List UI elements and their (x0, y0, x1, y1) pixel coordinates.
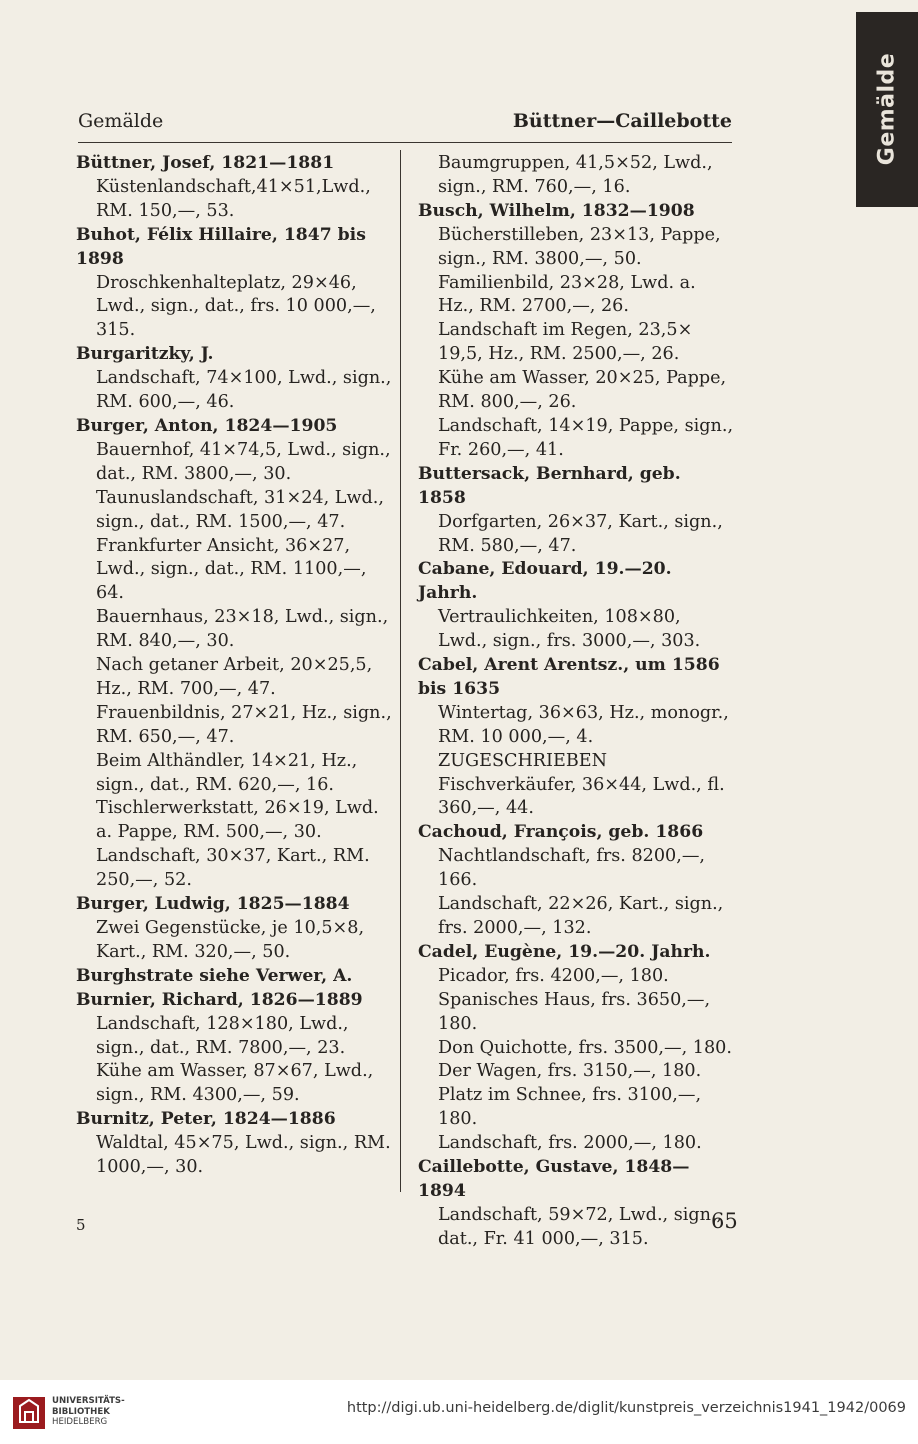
artwork-entry: Küstenlandschaft,41×51,Lwd., RM. 150,—, 53. (96, 176, 371, 221)
artist-heading: Buttersack, Bernhard, geb. 1858 (418, 463, 681, 508)
artwork-entry: Der Wagen, frs. 3150,—, 180. (438, 1061, 702, 1082)
artwork-entry: Frankfurter Ansicht, 36×27, Lwd., sign., dat., RM. 1100,—, 64. (96, 535, 367, 604)
library-name (52, 1396, 125, 1428)
artwork-entry: Zwei Gegenstücke, je 10,5×8, Kart., RM. 320,—, 50. (96, 918, 365, 962)
artwork-entry: Bauernhof, 41×74,5, Lwd., sign., dat., RM. 3800,—, 30. (96, 439, 391, 484)
running-header (78, 110, 732, 140)
artwork-entry: Landschaft, 22×26, Kart., sign., frs. 2000,—, 132. (438, 894, 724, 938)
artist-heading: Cachoud, François, geb. 1866 (418, 822, 704, 843)
artwork-entry: Picador, frs. 4200,—, 180. (438, 965, 669, 986)
artist-heading: Busch, Wilhelm, 1832—1908 (418, 200, 695, 221)
artist-heading: Burgaritzky, J. (76, 344, 214, 365)
artist-heading: Buhot, Félix Hillaire, 1847 bis 1898 (76, 224, 366, 269)
artwork-entry: Landschaft, 14×19, Pappe, sign., Fr. 260,—, 41. (438, 415, 734, 460)
artwork-entry: Wintertag, 36×63, Hz., monogr., RM. 10 000,—, 4. (438, 702, 729, 747)
artwork-entry: Droschkenhalteplatz, 29×46, Lwd., sign., dat., frs. 10 000,—, 315. (96, 272, 376, 341)
page-number: 65 (711, 1209, 738, 1233)
artwork-entry: Dorfgarten, 26×37, Kart., sign., RM. 580,—, 47. (438, 511, 723, 556)
artwork-entry: Beim Althändler, 14×21, Hz., sign., dat., RM. 620,—, 16. (96, 750, 358, 795)
artwork-entry: ZUGESCHRIEBEN (438, 750, 608, 771)
artwork-entry: Frauenbildnis, 27×21, Hz., sign., RM. 650,—, 47. (96, 702, 392, 747)
artwork-entry: Don Quichotte, frs. 3500,—, 180. (438, 1037, 732, 1058)
artwork-entry: Tischlerwerkstatt, 26×19, Lwd. a. Pappe, RM. 500,—, 30. (96, 798, 379, 843)
side-thumb-index-tab (856, 12, 918, 207)
artwork-entry: Vertraulichkeiten, 108×80, Lwd., sign., frs. 3000,—, 303. (438, 607, 701, 652)
header-section-title: Gemälde (78, 110, 164, 132)
artwork-entry: Landschaft, 59×72, Lwd., sign., dat., Fr. 41 000,—, 315. (438, 1204, 723, 1249)
artwork-entry: Baumgruppen, 41,5×52, Lwd., sign., RM. 760,—, 16. (438, 153, 713, 197)
artist-heading: Burghstrate siehe Verwer, A. (76, 965, 353, 986)
header-name-range: Büttner—Caillebotte (512, 110, 732, 132)
artist-heading: Cabane, Edouard, 19.—20. Jahrh. (418, 559, 672, 604)
artist-heading: Büttner, Josef, 1821—1881 (76, 153, 335, 173)
artist-heading: Caillebotte, Gustave, 1848—1894 (418, 1157, 690, 1201)
artist-heading: Burger, Ludwig, 1825—1884 (76, 894, 350, 915)
permalink-url[interactable]: http://digi.ub.uni-heidelberg.de/diglit/kunstpreis_verzeichnis1941_1942/0069 (346, 1400, 906, 1416)
artwork-entry: Kühe am Wasser, 87×67, Lwd., sign., RM. 4300,—, 59. (96, 1061, 374, 1106)
artist-heading: Cadel, Eugène, 19.—20. Jahrh. (418, 941, 711, 962)
artwork-entry: Waldtal, 45×75, Lwd., sign., RM. 1000,—, 30. (96, 1133, 391, 1178)
artwork-entry: Platz im Schnee, frs. 3100,—, 180. (438, 1085, 702, 1130)
library-name-line2: BIBLIOTHEK (52, 1406, 110, 1417)
header-rule (78, 142, 732, 143)
artwork-entry: Kühe am Wasser, 20×25, Pappe, RM. 800,—, 26. (438, 368, 727, 413)
library-footer-bar (0, 1380, 918, 1444)
side-tab-label: Gemälde (874, 52, 900, 166)
left-column (76, 152, 392, 1180)
artwork-entry: Bücherstilleben, 23×13, Pappe, sign., RM. 3800,—, 50. (438, 224, 721, 269)
artwork-entry: Bauernhaus, 23×18, Lwd., sign., RM. 840,—, 30. (96, 607, 389, 652)
artwork-entry: Landschaft, 74×100, Lwd., sign., RM. 600,—, 46. (96, 368, 392, 413)
library-name-line3: HEIDELBERG (52, 1417, 108, 1427)
artist-heading: Burnitz, Peter, 1824—1886 (76, 1109, 336, 1130)
signature-mark: 5 (76, 1216, 86, 1234)
artwork-entry: Taunuslandschaft, 31×24, Lwd., sign., dat., RM. 1500,—, 47. (96, 487, 384, 532)
artist-heading: Cabel, Arent Arentsz., um 1586 bis 1635 (418, 655, 720, 699)
artwork-entry: Fischverkäufer, 36×44, Lwd., fl. 360,—, 44. (438, 774, 725, 819)
artwork-entry: Nach getaner Arbeit, 20×25,5, Hz., RM. 700,—, 47. (96, 655, 373, 699)
artwork-entry: Spanisches Haus, frs. 3650,—, 180. (438, 989, 711, 1034)
artwork-entry: Landschaft, 128×180, Lwd., sign., dat., RM. 7800,—, 23. (96, 1013, 349, 1058)
artwork-entry: Familienbild, 23×28, Lwd. a. Hz., RM. 2700,—, 26. (438, 272, 696, 317)
artwork-entry: Nachtlandschaft, frs. 8200,—, 166. (438, 846, 706, 891)
library-name-line1: UNIVERSITÄTS- (52, 1396, 125, 1406)
artwork-entry: Landschaft im Regen, 23,5× 19,5, Hz., RM. 2500,—, 26. (438, 320, 693, 365)
artwork-entry: Landschaft, frs. 2000,—, 180. (438, 1133, 702, 1154)
right-column (418, 152, 734, 1252)
artwork-entry: Landschaft, 30×37, Kart., RM. 250,—, 52. (96, 846, 370, 891)
artist-heading: Burnier, Richard, 1826—1889 (76, 989, 363, 1010)
library-logo-icon (12, 1396, 46, 1430)
artist-heading: Burger, Anton, 1824—1905 (76, 415, 338, 436)
column-divider (400, 150, 401, 1192)
